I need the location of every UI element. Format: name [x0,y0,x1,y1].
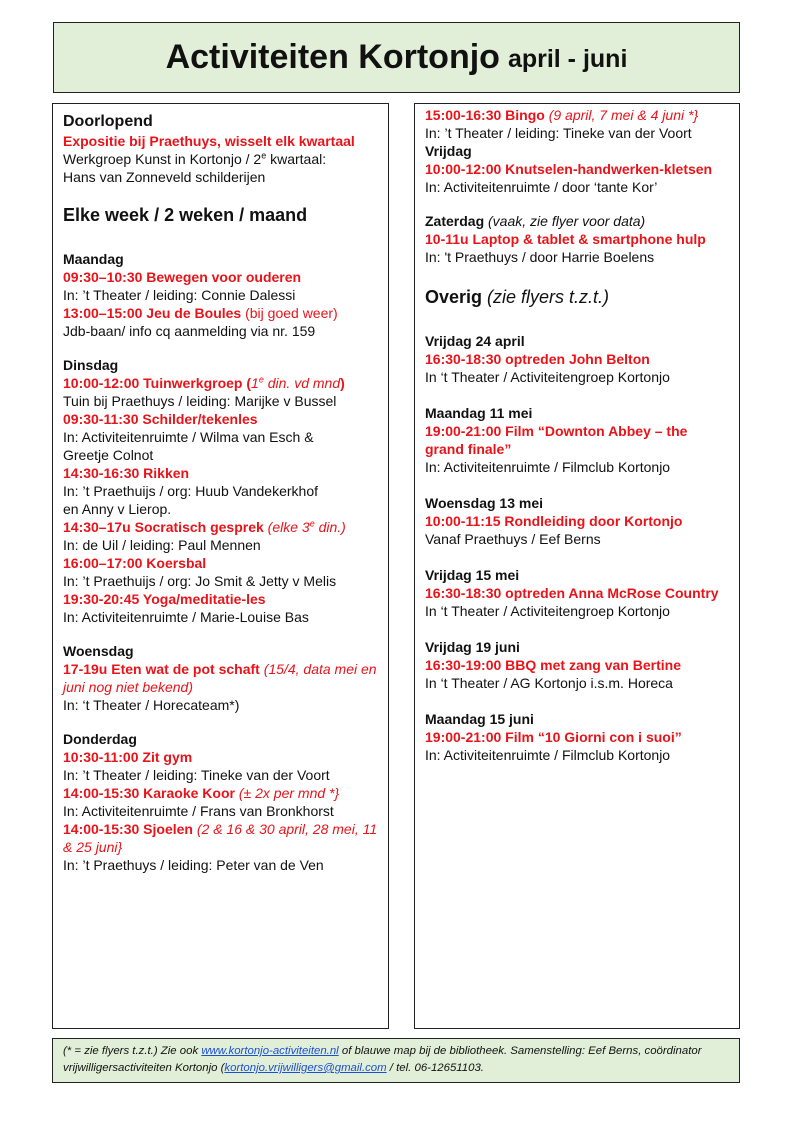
activity-note: (± 2x per mnd *} [234,785,340,801]
activity-title: 09:30-11:30 Schilder/tekenles [63,411,258,427]
day-donderdag: Donderdag [63,731,137,747]
event-date: Maandag 15 juni [425,711,534,727]
event-detail: In ‘t Theater / AG Kortonjo i.s.m. Horeca [425,675,673,691]
day-zaterdag-row [425,212,729,230]
page-title-box [53,22,740,93]
activity-title: 10:00-12:00 Tuinwerkgroep ( [63,375,252,391]
event-item [425,332,729,386]
activity-detail: Greetje Colnot [63,447,154,463]
event-date: Woensdag 13 mei [425,495,544,511]
activity-title-row [63,518,378,536]
activity-detail: In: Activiteitenruimte / Wilma van Esch & [63,429,314,445]
footer-text: / tel. 06-12651103. [386,1062,484,1074]
activity-detail: In: ‘t Theater / Horecateam*) [63,697,240,713]
activity-detail: en Anny v Lierop. [63,501,172,517]
activity-detail: In: ’t Theater / leiding: Tineke van der Voort [63,767,330,783]
activity-title-close: ) [340,375,345,391]
left-column [52,103,389,1029]
activity-detail: Jdb-baan/ info cq aanmelding via nr. 159 [63,323,316,339]
event-detail: In ‘t Theater / Activiteitengroep Kortonjo [425,603,670,619]
expo-detail-text2: kwartaal: [266,151,327,167]
activity-detail: In: Activiteitenruimte / Marie-Louise Bas [63,609,309,625]
event-date: Vrijdag 24 april [425,333,525,349]
activity-note-sup: e [258,374,264,385]
page-title: Activiteiten Kortonjo [165,38,500,76]
event-title: 10:00-11:15 Rondleiding door Kortonjo [425,513,683,529]
activity-note: din. vd mnd [263,375,341,391]
activity-note: din.) [314,519,346,535]
activity-detail: In: ’t Praethuys / leiding: Peter van de Ven [63,857,324,873]
section-doorlopend-heading: Doorlopend [63,113,153,130]
activity-title: 10:00-12:00 Knutselen-handwerken-kletsen [425,161,713,177]
activity-detail: In: ’t Praethuijs / org: Jo Smit & Jetty v Melis [63,573,337,589]
footer-text: (* = zie flyers t.z.t.) Zie ook [63,1045,202,1057]
activity-detail: Tuin bij Praethuys / leiding: Marijke v Bussel [63,393,337,409]
expo-artist: Hans van Zonneveld schilderijen [63,169,266,185]
activity-title: 14:30-16:30 Rikken [63,465,190,481]
activity-title: 09:30–10:30 Bewegen voor ouderen [63,269,302,285]
activity-note: (15/4, data mei en juni nog niet bekend) [63,661,377,695]
activity-title: 14:00-15:30 Karaoke Koor [63,785,235,801]
event-title: 16:30-18:30 optreden John Belton [425,351,650,367]
activity-title: 19:30-20:45 Yoga/meditatie-les [63,591,266,607]
event-item [425,566,729,620]
event-detail: In: Activiteitenruimte / Filmclub Kortonjo [425,459,671,475]
activity-detail: In: Activiteitenruimte / door ‘tante Kor’ [425,179,658,195]
event-date: Maandag 11 mei [425,405,533,421]
expo-detail-sup: e [261,150,267,161]
event-date: Vrijdag 15 mei [425,567,520,583]
day-maandag: Maandag [63,251,124,267]
event-item [425,710,729,764]
activity-title-row [63,784,378,802]
activity-title-row [63,304,378,322]
expo-detail [63,150,378,168]
activity-title-row [63,374,378,392]
activity-title: 10:30-11:00 Zit gym [63,749,193,765]
day-vrijdag: Vrijdag [425,143,472,159]
email-link[interactable]: kortonjo.vrijwilligers@gmail.com [224,1062,387,1074]
activity-detail: In: ’t Theater / leiding: Tineke van der Voort [425,125,692,141]
event-title: 19:00-21:00 Film “Downton Abbey – the grand finale” [425,423,688,457]
event-item [425,638,729,692]
activity-title: 14:30–17u Socratisch gesprek [63,519,264,535]
event-item [425,404,729,476]
activity-detail: In: ’t Praethuijs / org: Huub Vandekerkhof [63,483,318,499]
event-item [425,494,729,548]
activity-note: (elke 3 [263,519,310,535]
event-detail: In: Activiteitenruimte / Filmclub Kortonjo [425,747,671,763]
day-dinsdag: Dinsdag [63,357,119,373]
website-link[interactable]: www.kortonjo-activiteiten.nl [201,1045,339,1057]
event-title: 19:00-21:00 Film “10 Giorni con i suoi” [425,729,682,745]
section-overig-title: Overig [425,287,483,307]
activity-detail: In: ’t Theater / leiding: Connie Dalessi [63,287,296,303]
section-overig-heading [425,286,729,308]
activity-note-sup: e [309,518,315,529]
expo-detail-text: Werkgroep Kunst in Kortonjo / 2 [63,151,262,167]
event-detail: Vanaf Praethuys / Eef Berns [425,531,601,547]
right-column [414,103,740,1029]
day-note: (vaak, zie flyer voor data) [484,213,646,229]
activity-note: 1 [251,375,259,391]
expo-title: Expositie bij Praethuys, wisselt elk kwartaal [63,133,355,149]
event-title: 16:30-18:30 optreden Anna McRose Country [425,585,719,601]
day-woensdag: Woensdag [63,643,134,659]
event-detail: In ‘t Theater / Activiteitengroep Kortonjo [425,369,670,385]
activity-title: 14:00-15:30 Sjoelen [63,821,193,837]
activity-title-row [63,820,378,856]
event-date: Vrijdag 19 juni [425,639,520,655]
activity-detail: In: 't Praethuys / door Harrie Boelens [425,249,655,265]
activity-title: 10-11u Laptop & tablet & smartphone hulp [425,231,706,247]
event-list [425,332,729,764]
activity-title: 16:00–17:00 Koersbal [63,555,207,571]
footer-text: of blauwe map bij de bibliotheek. Samenstelling: Eef Berns, coördinator vrijwilligersactiviteiten Kortonjo ( [63,1045,702,1074]
activity-title: 17-19u Eten wat de pot schaft [63,661,260,677]
activity-detail: In: Activiteitenruimte / Frans van Bronkhorst [63,803,334,819]
activity-note: (2 & 16 & 30 april, 28 mei, 11 & 25 juni} [63,821,378,855]
activity-note: (bij goed weer) [241,305,338,321]
event-title: 16:30-19:00 BBQ met zang van Bertine [425,657,681,673]
activity-title-row [63,660,378,696]
activity-detail: In: de Uil / leiding: Paul Mennen [63,537,261,553]
section-overig-note: (zie flyers t.z.t.) [482,287,610,307]
activity-title-row [425,106,729,124]
footer-note [52,1038,740,1083]
day-zaterdag: Zaterdag [425,213,485,229]
page-subtitle: april - juni [507,45,628,73]
activity-title: 13:00–15:00 Jeu de Boules [63,305,242,321]
activity-title: 15:00-16:30 Bingo [425,107,545,123]
section-elke-week-heading: Elke week / 2 weken / maand [63,205,308,225]
activity-note: (9 april, 7 mei & 4 juni *} [544,107,699,123]
